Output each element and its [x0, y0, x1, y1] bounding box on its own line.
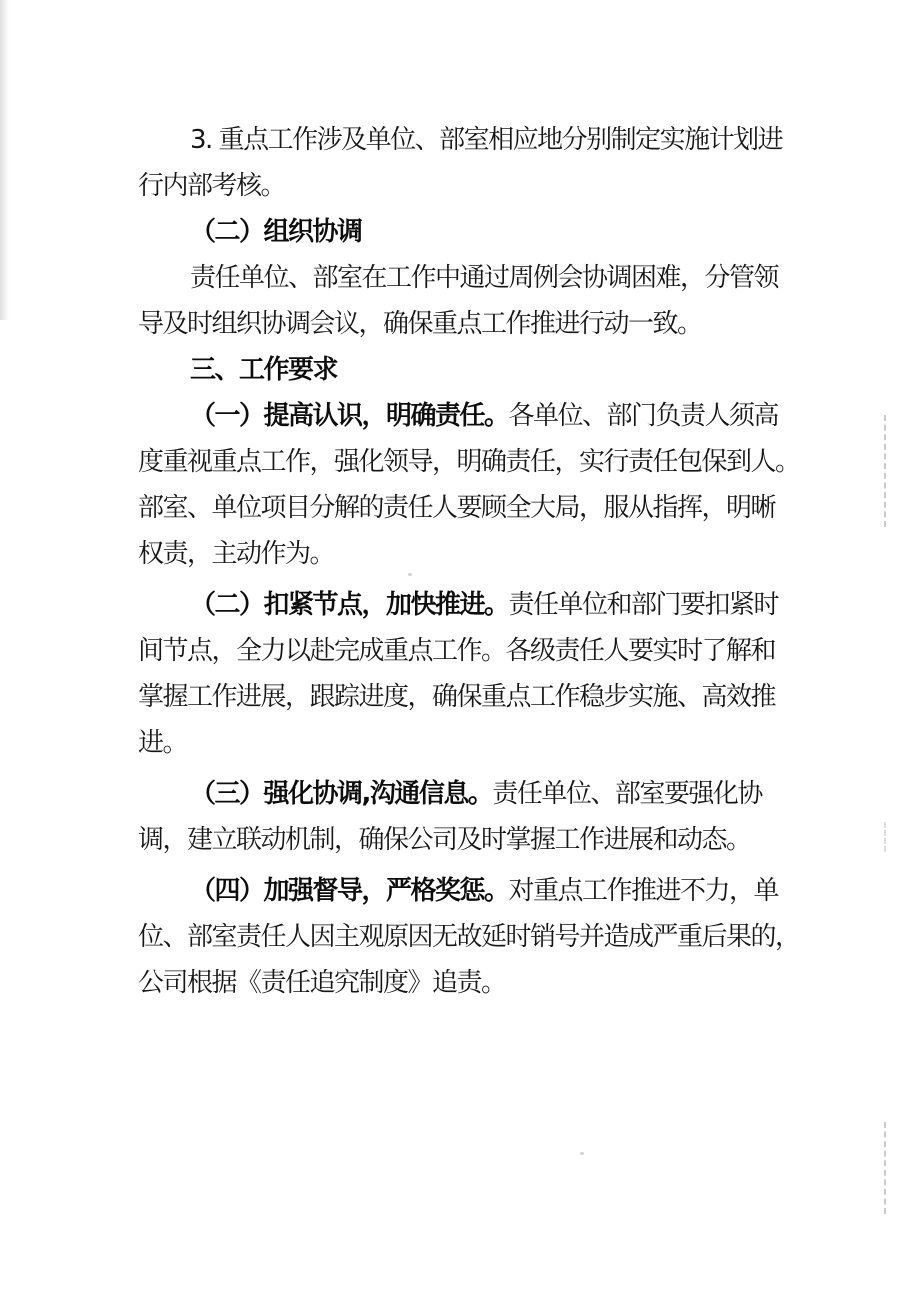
text-line: 间节点，全力以赴完成重点工作。各级责任人要实时了解和 [138, 636, 776, 666]
text-line: 进。 [138, 728, 188, 758]
heading-work-requirements: 三、工作要求 [190, 355, 338, 385]
text-line: 责任单位、部室在工作中通过周例会协调困难，分管领 [190, 263, 779, 293]
scan-edge-smudge [0, 0, 9, 320]
document-text-block [138, 117, 800, 1006]
scan-artifact-line [884, 415, 886, 527]
scan-artifact-line [884, 822, 886, 852]
text-line: 导及时组织协调会议，确保重点工作推进行动一致。 [138, 309, 702, 339]
text-line: （四）加强督导，严格奖惩。对重点工作推进不力，单 [190, 876, 779, 906]
text-line: 部室、单位项目分解的责任人要顾全大局，服从指挥，明晰 [138, 493, 776, 523]
text-line: 权责，主动作为。 [138, 539, 335, 569]
text-line: （一）提高认识，明确责任。各单位、部门负责人须高 [190, 401, 779, 431]
text-line: 行内部考核。 [138, 171, 286, 201]
text-line: 调，建立联动机制，确保公司及时掌握工作进展和动态。 [138, 825, 751, 855]
text-line: （三）强化协调,沟通信息。责任单位、部室要强化协 [190, 779, 762, 809]
text-line: 度重视重点工作，强化领导，明确责任，实行责任包保到人。 [138, 447, 800, 477]
text-line: 位、部室责任人因主观原因无故延时销号并造成严重后果的， [138, 922, 800, 952]
text-line: （二）扣紧节点，加快推进。责任单位和部门要扣紧时 [190, 590, 779, 620]
heading-organization-coordination: （二）组织协调 [190, 217, 362, 247]
scan-speckle [580, 1152, 584, 1155]
scan-artifact-line [884, 1122, 886, 1214]
text-line: 掌握工作进展，跟踪进度，确保重点工作稳步实施、高效推 [138, 682, 776, 712]
text-line: 3. 重点工作涉及单位、部室相应地分别制定实施计划进 [190, 125, 783, 155]
text-line: 公司根据《责任追究制度》追责。 [138, 968, 506, 998]
